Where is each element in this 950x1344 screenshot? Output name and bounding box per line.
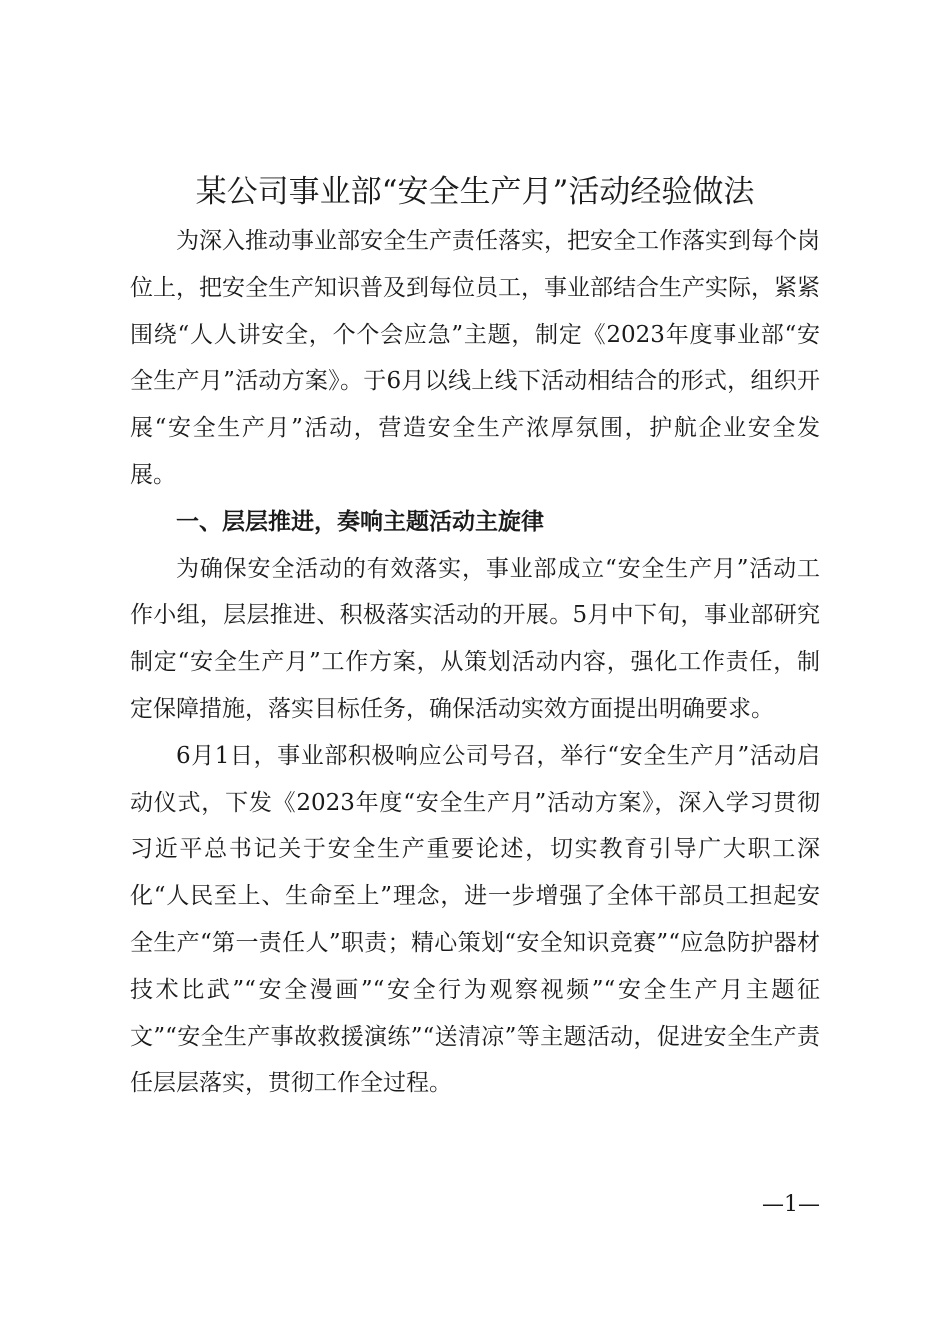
document-title: 某公司事业部“安全生产月”活动经验做法 (195, 174, 755, 210)
paragraph-section-1-b: 6月1日，事业部积极响应公司号召，举行“安全生产月”活动启动仪式，下发《2023年度“安全生产月”活动方案》，深入学习贯彻习近平总书记关于安全生产重要论述，切实教育引导广大职工深化“人民至上、生命至上”理念，进一步增强了全体干部员工担起安全生产“第一责任人”职责；精心策划“安全知识竞赛”“应急防护器材技术比武”“安全漫画”“安全行为观察视频”“安全生产月主题征文”“安全生产事故救援演练”“送清凉”等主题活动，促进安全生产责任层层落实，贯彻工作全过程。 (130, 742, 820, 1097)
page-number: —1— (762, 1192, 820, 1217)
document-body (130, 218, 820, 1107)
paragraph-section-1-a: 为确保安全活动的有效落实，事业部成立“安全生产月”活动工作小组，层层推进、积极落实活动的开展。5月中下旬，事业部研究制定“安全生产月”工作方案，从策划活动内容，强化工作责任，制定保障措施，落实目标任务，确保活动实效方面提出明确要求。 (130, 555, 820, 722)
section-heading-1: 一、层层推进，奏响主题活动主旋律 (176, 508, 544, 535)
paragraph-intro: 为深入推动事业部安全生产责任落实，把安全工作落实到每个岗位上，把安全生产知识普及到每位员工，事业部结合生产实际，紧紧围绕“人人讲安全，个个会应急”主题，制定《2023年度事业部“安全生产月”活动方案》。于6月以线上线下活动相结合的形式，组织开展“安全生产月”活动，营造安全生产浓厚氛围，护航企业安全发展。 (130, 228, 820, 488)
